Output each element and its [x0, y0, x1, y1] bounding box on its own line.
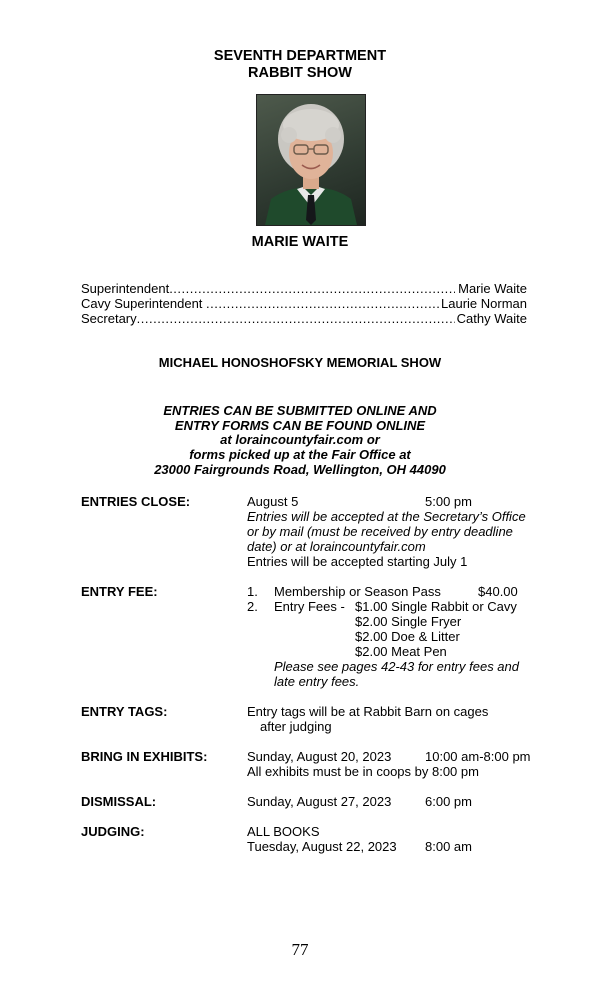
fee-line: $2.00 Meat Pen [355, 644, 447, 659]
honoree-name: MARIE WAITE [251, 234, 349, 250]
entries-close-note: or by mail (must be received by entry deadline [247, 524, 513, 539]
bring-in-time: 10:00 am-8:00 pm [425, 749, 531, 764]
entries-start-note: Entries will be accepted starting July 1 [247, 554, 468, 569]
portrait-photo [256, 94, 366, 226]
dot-leader [169, 281, 455, 296]
fee-item-number: 1. [247, 584, 258, 599]
bring-in-note: All exhibits must be in coops by 8:00 pm [247, 764, 479, 779]
entry-tags-label: ENTRY TAGS: [81, 704, 168, 719]
entry-fees-label: Entry Fees - [274, 599, 345, 614]
roster-person: Marie Waite [458, 281, 527, 296]
judging-label: JUDGING: [81, 824, 145, 839]
entries-close-note: date) or at loraincountyfair.com [247, 539, 426, 554]
fee-note: Please see pages 42-43 for entry fees and [274, 659, 519, 674]
bring-in-label: BRING IN EXHIBITS: [81, 749, 208, 764]
dot-leader [206, 296, 441, 311]
entries-close-label: ENTRIES CLOSE: [81, 494, 191, 509]
fee-line: $2.00 Doe & Litter [355, 629, 460, 644]
roster-role: Superintendent [81, 281, 170, 296]
online-notice-line: forms picked up at the Fair Office at [189, 447, 411, 462]
dismissal-label: DISMISSAL: [81, 794, 157, 809]
membership-price: $40.00 [478, 584, 518, 599]
roster-person: Cathy Waite [456, 311, 527, 326]
roster-secretary [81, 311, 527, 327]
roster-superintendent [81, 281, 527, 297]
judging-time: 8:00 am [425, 839, 472, 854]
online-notice-line: at loraincountyfair.com or [220, 432, 380, 447]
entry-fee-label: ENTRY FEE: [81, 584, 158, 599]
show-title: RABBIT SHOW [248, 65, 352, 81]
fee-note: late entry fees. [274, 674, 360, 689]
entries-close-time: 5:00 pm [425, 494, 472, 509]
membership-label: Membership or Season Pass [274, 584, 441, 599]
entry-tags-text: after judging [260, 719, 332, 734]
roster-cavy-superintendent [81, 296, 527, 312]
online-notice-line: ENTRIES CAN BE SUBMITTED ONLINE AND [163, 403, 437, 418]
judging-books: ALL BOOKS [247, 824, 320, 839]
entry-tags-text: Entry tags will be at Rabbit Barn on cages [247, 704, 489, 719]
roster-role: Secretary [81, 311, 137, 326]
dismissal-time: 6:00 pm [425, 794, 472, 809]
entries-close-date: August 5 [247, 494, 299, 509]
entries-close-note: Entries will be accepted at the Secretary’s Office [247, 509, 526, 524]
roster-role: Cavy Superintendent [81, 296, 207, 311]
online-notice-line: ENTRY FORMS CAN BE FOUND ONLINE [174, 418, 426, 433]
memorial-show-title: MICHAEL HONOSHOFSKY MEMORIAL SHOW [158, 355, 442, 370]
judging-date: Tuesday, August 22, 2023 [247, 839, 397, 854]
roster-person: Laurie Norman [441, 296, 527, 311]
bring-in-date: Sunday, August 20, 2023 [247, 749, 392, 764]
dismissal-date: Sunday, August 27, 2023 [247, 794, 392, 809]
fee-line: $2.00 Single Fryer [355, 614, 462, 629]
department-title: SEVENTH DEPARTMENT [213, 48, 387, 64]
page-number: 77 [291, 940, 309, 959]
dot-leader [137, 311, 455, 326]
fee-item-number: 2. [247, 599, 258, 614]
online-notice-address: 23000 Fairgrounds Road, Wellington, OH 44090 [154, 462, 446, 477]
fee-line: $1.00 Single Rabbit or Cavy [355, 599, 517, 614]
